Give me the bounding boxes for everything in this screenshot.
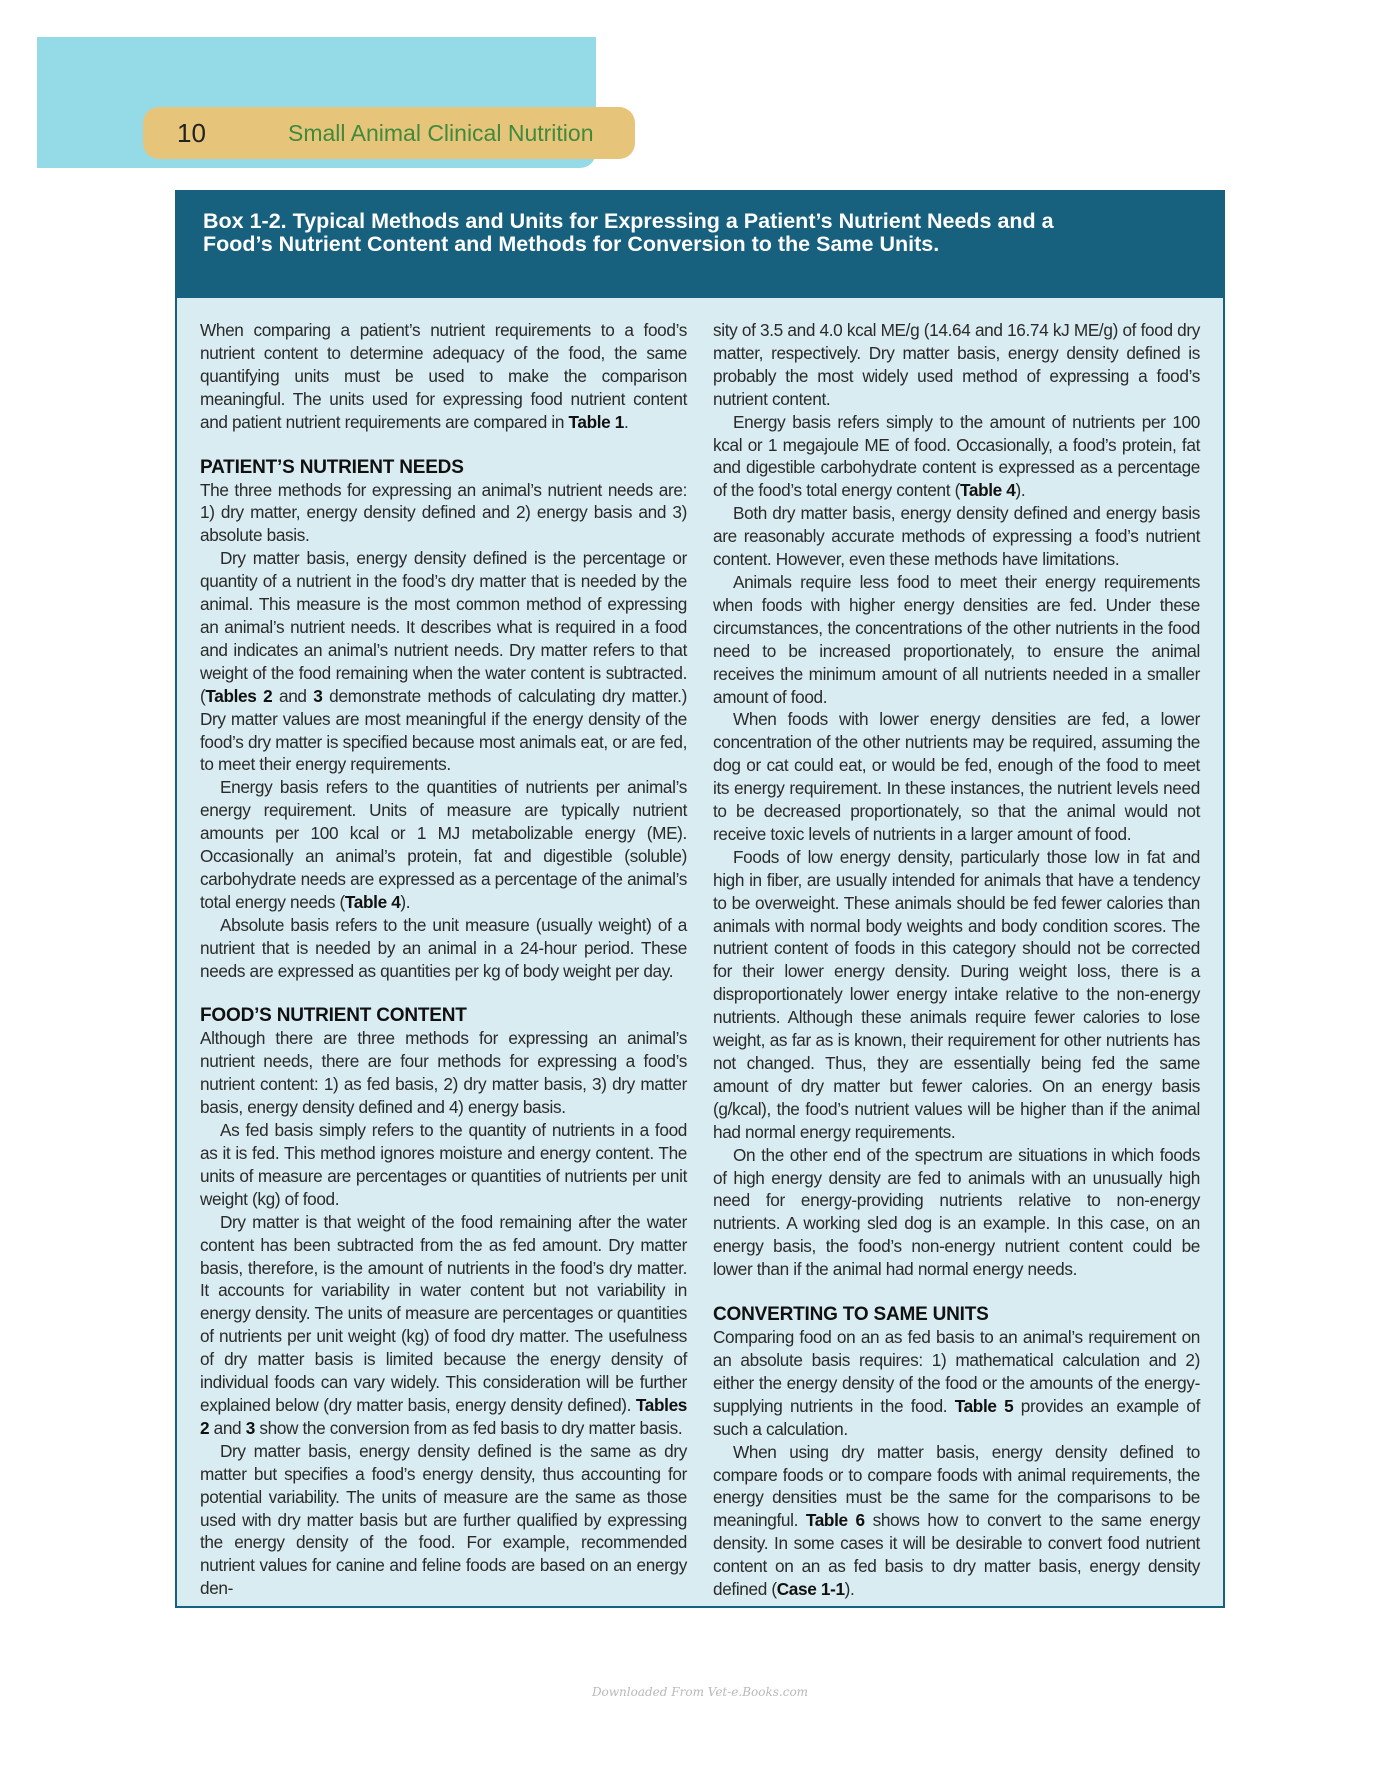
paragraph: The three methods for expressing an animal’s nutrient needs are: 1) dry matter, energy density defined and 2) energy basis and 3) absolute basis. <box>200 479 687 546</box>
section-heading-food-content: FOOD’S NUTRIENT CONTENT <box>200 1005 467 1027</box>
table-reference: Table 1 <box>568 411 624 432</box>
table-reference: Table 4 <box>344 891 401 912</box>
paragraph: Comparing food on an as fed basis to an animal’s requirement on an absolute basis requires: 1) mathematical calculation and 2) either the energy density of the food or the amounts of the energy-supplying nutrients in the food. Table 5 provides an example of such a calculation. <box>713 1327 1201 1439</box>
table-reference: Tables 2 <box>205 685 273 706</box>
box-title-line-2: Food’s Nutrient Content and Methods for Conversion to the Same Units. <box>203 232 940 256</box>
box-1-2 <box>175 190 1225 1608</box>
intro-paragraph: When comparing a patient’s nutrient requirements to a food’s nutrient content to determine adequacy of the food, the same quantifying units must be used to make the comparison meaningful. The units used for expressing food nutrient content and patient nutrient requirements are compared in Table 1. <box>200 320 687 432</box>
table-reference: Table 5 <box>954 1395 1014 1416</box>
case-reference: Case 1-1 <box>776 1579 845 1600</box>
paragraph: Absolute basis refers to the unit measure (usually weight) of a nutrient that is needed by an animal in a 24-hour period. These needs are expressed as quantities per kg of body weight per day. <box>200 914 687 981</box>
paragraph: When foods with lower energy densities are fed, a lower concentration of the other nutrients may be required, assuming the dog or cat could eat, or would be fed, enough of the food to meet its energy requirement. In these instances, the nutrient levels need to be decreased proportionately, so that the animal would not receive toxic levels of nutrients in a larger amount of food. <box>713 709 1200 844</box>
section-heading-converting: CONVERTING TO SAME UNITS <box>713 1304 989 1326</box>
left-column <box>200 319 687 1600</box>
box-title-line-1: Box 1-2. Typical Methods and Units for Expressing a Patient’s Nutrient Needs and a <box>203 209 1054 233</box>
paragraph: Animals require less food to meet their energy requirements when foods with higher energy densities are fed. Under these circumstances, the concentrations of the other nutrients in the food need to be increased proportionately, to ensure the animal receives the minimum amount of all nutrients needed in a smaller amount of food. <box>713 571 1200 707</box>
page-number: 10 <box>177 118 206 148</box>
paragraph: Foods of low energy density, particularly those low in fat and high in fiber, are usually intended for animals that have a tendency to be overweight. These animals should be fed fewer calories than animals with normal body weights and body condition scores. The nutrient content of foods in this category should not be corrected for their lower energy density. During weight loss, there is a disproportionately lower energy intake relative to the non-energy nutrients. Although these animals require fewer calories to lose weight, as far as is known, their requirement for other nutrients has not changed. Thus, they are essentially being fed the same amount of dry matter but fewer calories. On an energy basis (g/kcal), the food’s nutrient values will be higher than if the animal had normal energy requirements. <box>713 846 1200 1142</box>
table-reference: Table 6 <box>805 1510 865 1531</box>
table-reference: 3 <box>313 685 323 706</box>
download-watermark: Downloaded From Vet-e.Books.com <box>591 1685 809 1699</box>
paragraph: Dry matter basis, energy density defined is the percentage or quantity of a nutrient in the food’s dry matter that is needed by the animal. This measure is the most common method of expressing an animal’s nutrient needs. It describes what is required in a food and indicates an animal’s nutrient needs. Dry matter refers to that weight of the food remaining when the water content is subtracted. (Tables 2 and 3 demonstrate methods of calculating dry matter.) Dry matter values are most meaningful if the energy density of the food’s dry matter is specified because most animals eat, or are fed, to meet their energy requirements. <box>200 548 687 775</box>
table-reference: Table 4 <box>959 480 1016 501</box>
running-title: Small Animal Clinical Nutrition <box>288 120 594 146</box>
paragraph: Dry matter basis, energy density defined is the same as dry matter but specifies a food’s energy density, thus accounting for potential variability. The units of measure are the same as those used with dry matter basis but are further qualified by expressing the energy density of the food. For example, recommended nutrient values for canine and feline foods are based on an energy den- <box>200 1440 687 1599</box>
paragraph: As fed basis simply refers to the quantity of nutrients in a food as it is fed. This method ignores moisture and energy content. The units of measure are percentages or quantities of nutrients per unit weight (kg) of food. <box>200 1120 687 1209</box>
paragraph: sity of 3.5 and 4.0 kcal ME/g (14.64 and 16.74 kJ ME/g) of food dry matter, respectively. Dry matter basis, energy density defined is probably the most widely used method of expressing a food’s nutrient content. <box>713 320 1200 409</box>
paragraph: On the other end of the spectrum are situations in which foods of high energy density are fed to animals with an unusually high need for energy-providing nutrients relative to non-energy nutrients. A working sled dog is an example. In this case, on an energy basis, the food’s non-energy nutrient content could be lower than if the animal had normal energy needs. <box>713 1144 1200 1280</box>
paragraph: Energy basis refers to the quantities of nutrients per animal’s energy requirement. Units of measure are typically nutrient amounts per 100 kcal or 1 MJ metabolizable energy (ME). Occasionally an animal’s protein, fat and digestible (soluble) carbohydrate needs are expressed as a percentage of the animal’s total energy needs (Table 4). <box>200 777 687 912</box>
paragraph: Although there are three methods for expressing an animal’s nutrient needs, there are four methods for expressing a food’s nutrient content: 1) as fed basis, 2) dry matter basis, 3) dry matter basis, energy density defined and 4) energy basis. <box>200 1028 687 1118</box>
box-header <box>177 192 1223 298</box>
table-reference: Tables 2 <box>200 1394 687 1438</box>
box-title <box>203 210 1183 256</box>
table-reference: 3 <box>245 1417 255 1438</box>
section-heading-patient-needs: PATIENT’S NUTRIENT NEEDS <box>200 456 464 478</box>
paragraph: Energy basis refers simply to the amount of nutrients per 100 kcal or 1 megajoule ME of food. Occasionally, a food’s protein, fat and digestible carbohydrate content is expressed as a percentage of the food’s total energy content (Table 4). <box>713 411 1200 501</box>
paragraph: Dry matter is that weight of the food remaining after the water content has been subtracted from the as fed amount. Dry matter basis, therefore, is the amount of nutrients in the food’s dry matter. It accounts for variability in water content but not variability in energy density. The units of measure are percentages or quantities of nutrients per unit weight (kg) of food dry matter. The usefulness of dry matter basis is limited because the energy density of individual foods can vary widely. This consideration will be further explained below (dry matter basis, energy density defined). Tables 2 and 3 show the conversion from as fed basis to dry matter basis. <box>200 1211 687 1438</box>
running-header-tab <box>143 107 635 159</box>
paragraph: Both dry matter basis, energy density defined and energy basis are reasonably accurate methods of expressing a food’s nutrient content. However, even these methods have limitations. <box>713 503 1200 570</box>
paragraph: When using dry matter basis, energy density defined to compare foods or to compare foods with animal requirements, the energy densities must be the same for the comparisons to be meaningful. Table 6 shows how to convert to the same energy density. In some cases it will be desirable to convert food nutrient content on an as fed basis to dry matter basis, energy density defined (Case 1-1). <box>713 1441 1200 1600</box>
right-column <box>713 319 1200 1601</box>
